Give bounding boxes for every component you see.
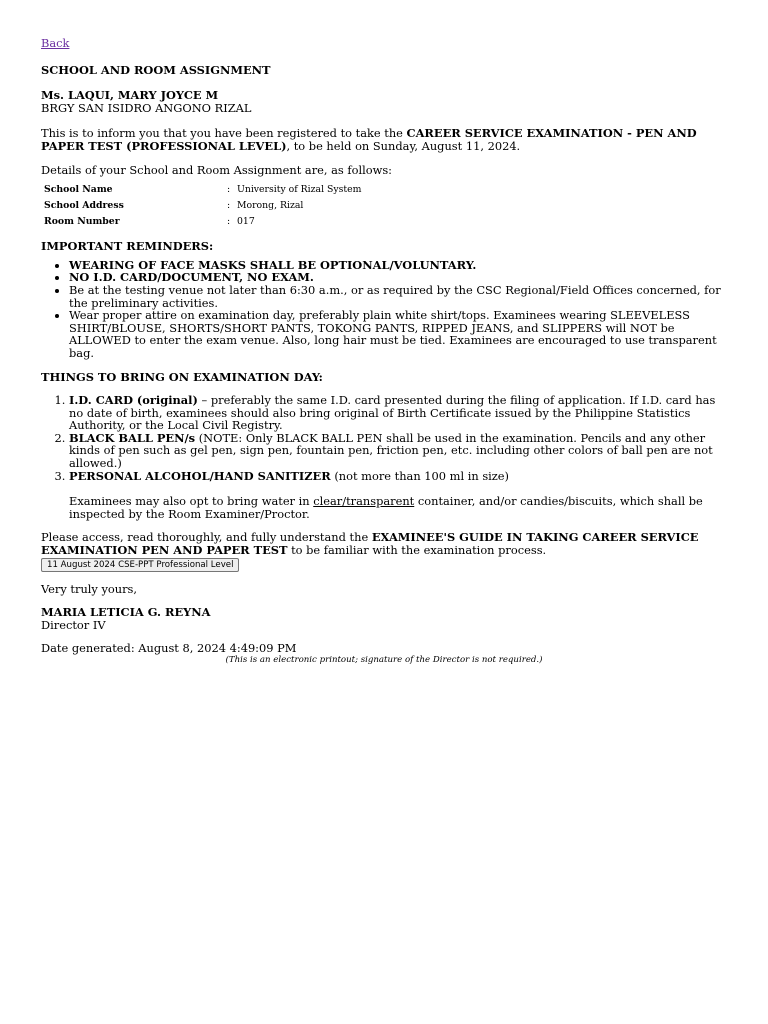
water-note-emphasis: clear/transparent xyxy=(313,494,415,509)
detail-separator: : xyxy=(227,216,231,228)
table-row xyxy=(44,198,361,214)
list-item: • NO I.D. CARD/DOCUMENT, NO EXAM. xyxy=(69,271,731,284)
intro-date-text: , to be held on Sunday, August 11, 2024. xyxy=(286,138,521,153)
guide-text-end: to be familiar with the examination process. xyxy=(287,543,547,558)
closing: Very truly yours, xyxy=(41,581,138,596)
list-item xyxy=(69,394,731,432)
detail-value: 017 xyxy=(237,216,255,228)
item-title: PERSONAL ALCOHOL/HAND SANITIZER xyxy=(69,468,331,483)
page-title: SCHOOL AND ROOM ASSIGNMENT xyxy=(41,62,271,77)
signatory-position: Director IV xyxy=(41,617,106,632)
reminders-list xyxy=(41,259,731,360)
item-title: BLACK BALL PEN/s xyxy=(69,430,196,445)
list-item xyxy=(69,432,731,470)
date-generated: Date generated: August 8, 2024 4:49:09 PM xyxy=(41,641,297,656)
recipient-name: Ms. LAQUI, MARY JOYCE M xyxy=(41,88,219,103)
intro-paragraph xyxy=(41,127,731,152)
detail-separator: : xyxy=(227,184,231,196)
detail-label: School Name xyxy=(44,184,113,196)
detail-label: School Address xyxy=(44,200,124,212)
exam-name: CAREER SERVICE EXAMINATION - PEN AND PAPER TEST (PROFESSIONAL LEVEL) xyxy=(41,126,697,153)
table-row xyxy=(44,182,361,198)
bring-heading: THINGS TO BRING ON EXAMINATION DAY: xyxy=(41,369,323,384)
details-intro: Details of your School and Room Assignment are, as follows: xyxy=(41,162,393,177)
guide-title: EXAMINEE'S GUIDE IN TAKING CAREER SERVICE EXAMINATION PEN AND PAPER TEST xyxy=(41,530,699,558)
water-note-rest: container, and/or candies/biscuits, which shall be inspected by the Room Examiner/Proctor. xyxy=(69,494,703,521)
item-text: (not more than 100 ml in size) xyxy=(330,468,509,483)
assignment-details-table xyxy=(44,182,361,230)
detail-value: Morong, Rizal xyxy=(237,200,304,212)
list-item: • Be at the testing venue not later than 6:30 a.m., or as required by the CSC Regional/Field Offices concerned, for the preliminary activities. xyxy=(69,284,731,309)
intro-text: This is to inform you that you have been registered to take the xyxy=(41,126,407,141)
detail-separator: : xyxy=(227,200,231,212)
water-note xyxy=(69,495,731,520)
table-row xyxy=(44,214,361,230)
list-item xyxy=(69,470,731,483)
bring-list xyxy=(41,394,731,482)
list-item: • Wear proper attire on examination day, preferably plain white shirt/tops. Examinees wearing SLEEVELESS SHIRT/BLOUSE, SHORTS/SHORT PANTS, TOKONG PANTS, RIPPED JEANS, and SLIPPERS will NOT be ALLOWED to enter the exam venue. Also, long hair must be tied. Examinees are encouraged to use transparent bag. xyxy=(69,309,731,359)
back-link[interactable]: Back xyxy=(41,36,70,50)
guide-text: Please access, read thoroughly, and fully understand the xyxy=(41,530,372,545)
water-note-text: Examinees may also opt to bring water in xyxy=(69,494,314,509)
list-item: • WEARING OF FACE MASKS SHALL BE OPTIONAL/VOLUNTARY. xyxy=(69,259,731,272)
electronic-printout-note: (This is an electronic printout; signature of the Director is not required.) xyxy=(225,655,543,665)
item-title: I.D. CARD (original) xyxy=(69,393,198,408)
assignment-letter xyxy=(41,37,731,665)
examinee-guide-button[interactable]: 11 August 2024 CSE-PPT Professional Level xyxy=(41,558,239,572)
guide-paragraph xyxy=(41,531,731,556)
item-text: – preferably the same I.D. card presented during the filing of application. If I.D. card has no date of birth, examinees should also bring original of Birth Certificate issued by the Philippine Statistics Authority, or the Local Civil Registry. xyxy=(69,393,716,433)
signatory-name: MARIA LETICIA G. REYNA xyxy=(41,605,211,620)
detail-label: Room Number xyxy=(44,216,120,228)
item-text: (NOTE: Only BLACK BALL PEN shall be used in the examination. Pencils and any other kinds of pen such as gel pen, sign pen, fountain pen, friction pen, etc. including other colors of ball pen are not allowed.) xyxy=(69,430,713,471)
recipient-address: BRGY SAN ISIDRO ANGONO RIZAL xyxy=(41,100,252,115)
reminders-heading: IMPORTANT REMINDERS: xyxy=(41,239,214,254)
detail-value: University of Rizal System xyxy=(237,184,362,196)
